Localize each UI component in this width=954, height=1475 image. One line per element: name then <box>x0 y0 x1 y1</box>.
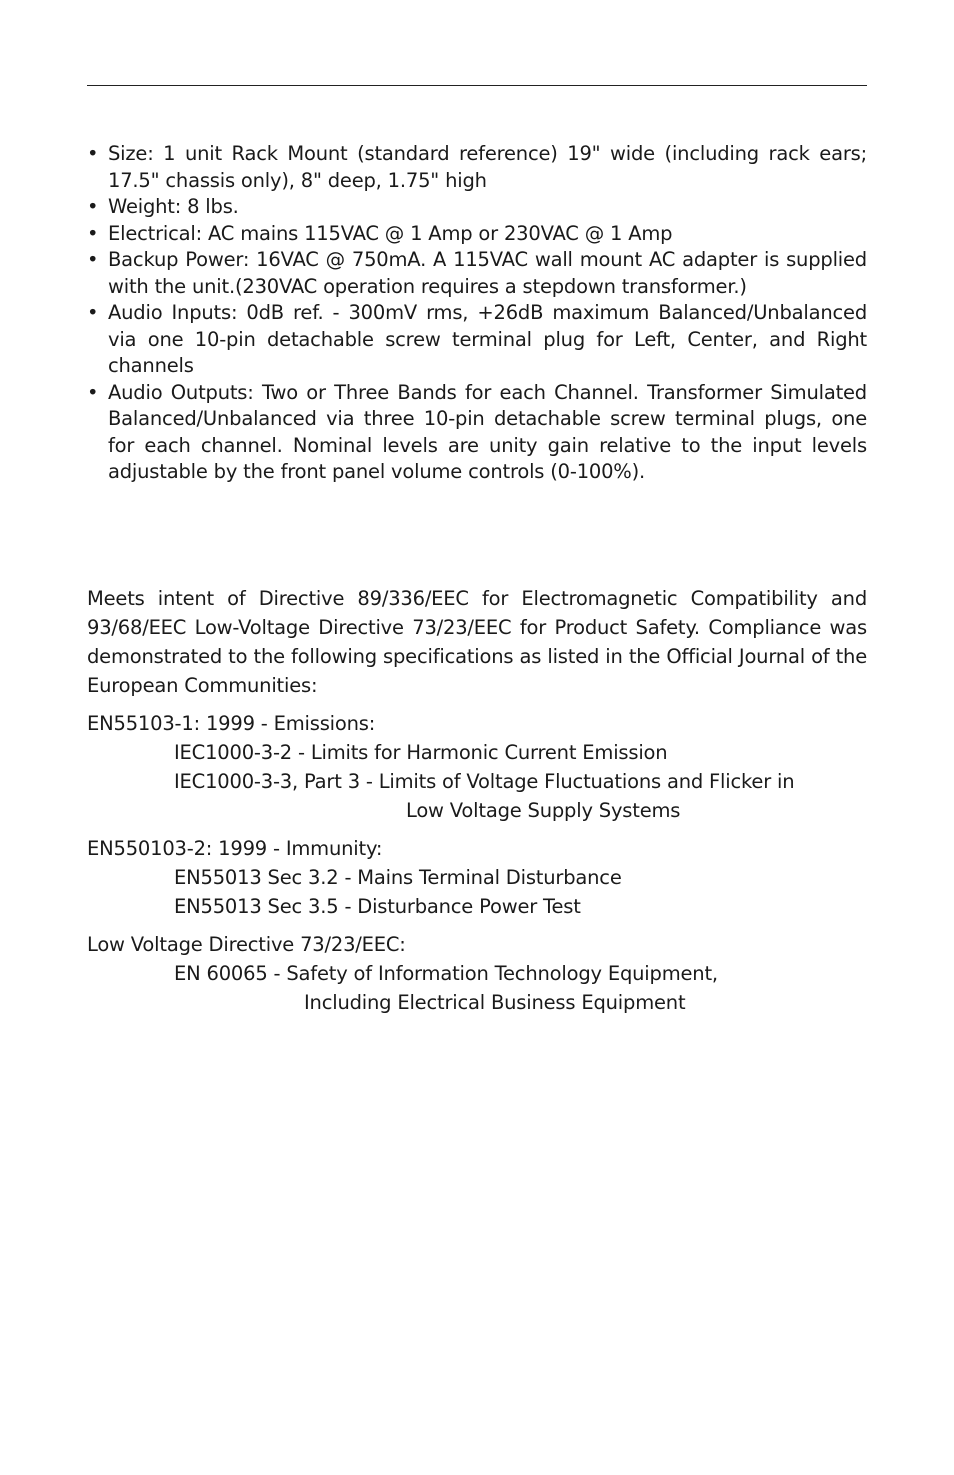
bullet-glyph: • <box>87 142 99 165</box>
spec-audio-inputs-text: Audio Inputs: 0dB ref. - 300mV rms, +26dB maximum Balanced/Unbalanced via one 10-pin detachable screw terminal plug for Left, Center, and Right channels <box>108 301 867 377</box>
standards-group-heading: Low Voltage Directive 73/23/EEC: <box>87 933 406 956</box>
spec-backup-power <box>87 247 867 300</box>
standard-line <box>174 892 867 921</box>
spec-audio-inputs <box>87 300 867 380</box>
standards-group-low-voltage <box>87 930 867 1017</box>
specifications-list <box>87 141 867 486</box>
spec-electrical <box>87 221 867 248</box>
standard-line-text: EN55013 Sec 3.2 - Mains Terminal Disturbance <box>174 866 622 889</box>
standard-line-text: IEC1000-3-2 - Limits for Harmonic Current Emission <box>174 741 668 764</box>
spec-size <box>87 141 867 194</box>
standard-line <box>174 738 867 767</box>
bullet-glyph: • <box>87 195 99 218</box>
standard-line <box>174 863 867 892</box>
spec-electrical-text: Electrical: AC mains 115VAC @ 1 Amp or 230VAC @ 1 Amp <box>108 221 673 245</box>
standard-line <box>174 767 867 825</box>
standards-group-immunity <box>87 834 867 921</box>
standard-line-continuation: Low Voltage Supply Systems <box>406 799 681 822</box>
spec-size-text: Size: 1 unit Rack Mount (standard reference) 19" wide (including rack ears; 17.5" chassis only), 8" deep, 1.75" high <box>108 142 867 192</box>
compliance-intro: Meets intent of Directive 89/336/EEC for Electromagnetic Compatibility and 93/68/EEC Low-Voltage Directive 73/23/EEC for Product Safety. Compliance was demonstrated to the following specifications as listed in the Official Journal of the European Communities: <box>87 587 867 697</box>
header-rule <box>87 85 867 86</box>
standards-group-emissions <box>87 709 867 825</box>
standards-group-heading: EN550103-2: 1999 - Immunity: <box>87 837 383 860</box>
spec-weight <box>87 194 867 221</box>
standards-group-heading: EN55103-1: 1999 - Emissions: <box>87 712 376 735</box>
spec-weight-text: Weight: 8 lbs. <box>108 195 239 218</box>
compliance-section <box>87 584 867 1026</box>
bullet-glyph: • <box>87 301 99 324</box>
standard-line-text: IEC1000-3-3, Part 3 - Limits of Voltage Fluctuations and Flicker in <box>174 770 795 793</box>
spec-backup-power-text: Backup Power: 16VAC @ 750mA. A 115VAC wall mount AC adapter is supplied with the unit.(230VAC operation requires a stepdown transformer.) <box>108 248 867 298</box>
standard-line <box>174 959 867 1017</box>
standard-line-text: EN55013 Sec 3.5 - Disturbance Power Test <box>174 895 581 918</box>
spec-audio-outputs <box>87 380 867 486</box>
standard-line-text: EN 60065 - Safety of Information Technology Equipment, <box>174 962 718 985</box>
bullet-glyph: • <box>87 248 99 271</box>
bullet-glyph: • <box>87 380 99 404</box>
spec-audio-outputs-text: Audio Outputs: Two or Three Bands for each Channel. Transformer Simulated Balanced/Unbalanced via three 10-pin detachable screw terminal plugs, one for each channel. Nominal levels are unity gain relative to the input levels adjustable by the front panel volume controls (0-100%). <box>108 380 867 483</box>
standard-line-continuation: Including Electrical Business Equipment <box>304 991 686 1014</box>
bullet-glyph: • <box>87 221 99 245</box>
